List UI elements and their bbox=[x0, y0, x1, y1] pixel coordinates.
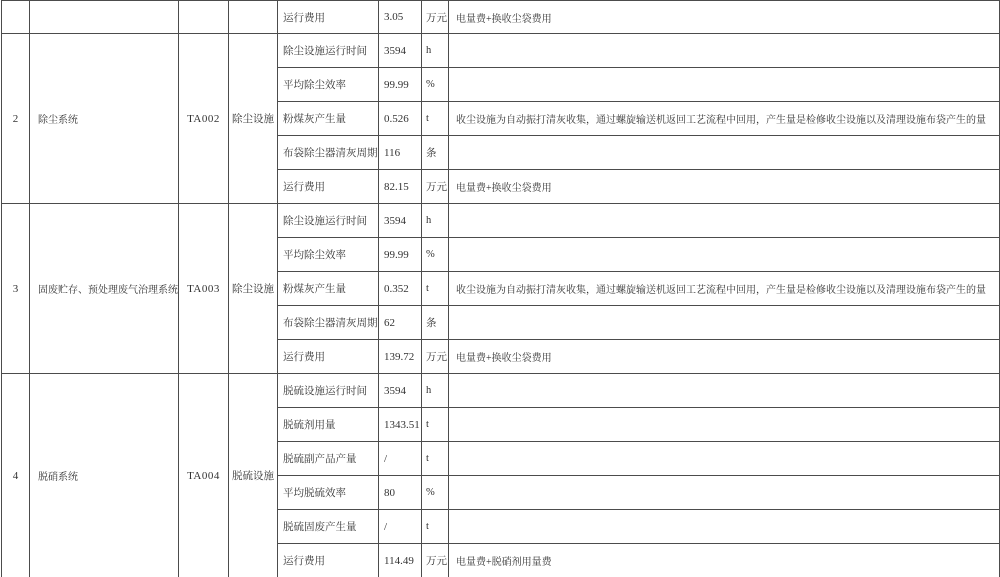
cell-unit: % bbox=[422, 238, 449, 272]
cell-remark bbox=[449, 204, 1000, 238]
cell-system: 固废贮存、预处理废气治理系统 bbox=[30, 204, 179, 374]
cell-param: 平均除尘效率 bbox=[278, 238, 379, 272]
facility-operation-table bbox=[1, 0, 1000, 577]
cell-value: / bbox=[379, 510, 422, 544]
cell-code bbox=[179, 1, 229, 34]
cell-system: 脱硝系统 bbox=[30, 374, 179, 577]
cell-param: 运行费用 bbox=[278, 544, 379, 577]
cell-code: TA003 bbox=[179, 204, 229, 374]
cell-param: 运行费用 bbox=[278, 170, 379, 204]
cell-unit: 万元 bbox=[422, 170, 449, 204]
cell-unit: 万元 bbox=[422, 1, 449, 34]
cell-remark bbox=[449, 68, 1000, 102]
cell-param: 平均脱硫效率 bbox=[278, 476, 379, 510]
cell-value: 116 bbox=[379, 136, 422, 170]
cell-param: 运行费用 bbox=[278, 340, 379, 374]
cell-system: 除尘系统 bbox=[30, 34, 179, 204]
cell-value: 80 bbox=[379, 476, 422, 510]
cell-code: TA004 bbox=[179, 374, 229, 577]
cell-remark bbox=[449, 238, 1000, 272]
cell-unit: t bbox=[422, 442, 449, 476]
cell-index: 4 bbox=[2, 374, 30, 577]
cell-param: 脱硫固废产生量 bbox=[278, 510, 379, 544]
cell-index: 3 bbox=[2, 204, 30, 374]
cell-param: 平均除尘效率 bbox=[278, 68, 379, 102]
cell-value: 99.99 bbox=[379, 238, 422, 272]
cell-remark bbox=[449, 510, 1000, 544]
cell-remark: 电量费+脱硝剂用量费 bbox=[449, 544, 1000, 577]
cell-unit: 条 bbox=[422, 306, 449, 340]
cell-value: 3594 bbox=[379, 374, 422, 408]
cell-param: 粉煤灰产生量 bbox=[278, 102, 379, 136]
table-row bbox=[2, 374, 1000, 408]
cell-facility: 除尘设施 bbox=[229, 204, 278, 374]
cell-param: 脱硫设施运行时间 bbox=[278, 374, 379, 408]
cell-remark bbox=[449, 374, 1000, 408]
cell-param: 除尘设施运行时间 bbox=[278, 204, 379, 238]
cell-param: 布袋除尘器清灰周期 bbox=[278, 136, 379, 170]
cell-remark: 电量费+换收尘袋费用 bbox=[449, 340, 1000, 374]
cell-system bbox=[30, 1, 179, 34]
cell-unit: t bbox=[422, 408, 449, 442]
cell-remark bbox=[449, 136, 1000, 170]
cell-remark: 电量费+换收尘袋费用 bbox=[449, 170, 1000, 204]
table-row bbox=[2, 34, 1000, 68]
cell-param: 布袋除尘器清灰周期 bbox=[278, 306, 379, 340]
cell-unit: % bbox=[422, 476, 449, 510]
cell-value: 0.352 bbox=[379, 272, 422, 306]
cell-unit: 万元 bbox=[422, 340, 449, 374]
cell-unit: t bbox=[422, 510, 449, 544]
cell-facility bbox=[229, 1, 278, 34]
cell-facility: 脱硫设施 bbox=[229, 374, 278, 577]
cell-index bbox=[2, 1, 30, 34]
cell-param: 运行费用 bbox=[278, 1, 379, 34]
cell-remark: 电量费+换收尘袋费用 bbox=[449, 1, 1000, 34]
cell-unit: 条 bbox=[422, 136, 449, 170]
cell-remark bbox=[449, 306, 1000, 340]
cell-value: 3.05 bbox=[379, 1, 422, 34]
cell-value: 0.526 bbox=[379, 102, 422, 136]
cell-param: 除尘设施运行时间 bbox=[278, 34, 379, 68]
cell-unit: t bbox=[422, 272, 449, 306]
table-row bbox=[2, 204, 1000, 238]
cell-param: 脱硫副产品产量 bbox=[278, 442, 379, 476]
cell-unit: 万元 bbox=[422, 544, 449, 577]
cell-value: 99.99 bbox=[379, 68, 422, 102]
cell-unit: h bbox=[422, 374, 449, 408]
cell-value: 62 bbox=[379, 306, 422, 340]
table-row bbox=[2, 1, 1000, 34]
cell-remark bbox=[449, 408, 1000, 442]
cell-unit: h bbox=[422, 34, 449, 68]
cell-remark bbox=[449, 476, 1000, 510]
cell-value: / bbox=[379, 442, 422, 476]
cell-value: 139.72 bbox=[379, 340, 422, 374]
cell-value: 1343.51 bbox=[379, 408, 422, 442]
cell-remark bbox=[449, 34, 1000, 68]
cell-code: TA002 bbox=[179, 34, 229, 204]
cell-param: 脱硫剂用量 bbox=[278, 408, 379, 442]
cell-facility: 除尘设施 bbox=[229, 34, 278, 204]
cell-index: 2 bbox=[2, 34, 30, 204]
cell-value: 114.49 bbox=[379, 544, 422, 577]
cell-value: 3594 bbox=[379, 204, 422, 238]
cell-remark bbox=[449, 442, 1000, 476]
cell-unit: t bbox=[422, 102, 449, 136]
cell-remark: 收尘设施为自动振打清灰收集，通过螺旋输送机返回工艺流程中回用，产生量是检修收尘设施以及清理设施布袋产生的量 bbox=[449, 102, 1000, 136]
cell-unit: % bbox=[422, 68, 449, 102]
cell-remark: 收尘设施为自动振打清灰收集，通过螺旋输送机返回工艺流程中回用，产生量是检修收尘设施以及清理设施布袋产生的量 bbox=[449, 272, 1000, 306]
cell-value: 3594 bbox=[379, 34, 422, 68]
cell-unit: h bbox=[422, 204, 449, 238]
cell-value: 82.15 bbox=[379, 170, 422, 204]
cell-param: 粉煤灰产生量 bbox=[278, 272, 379, 306]
